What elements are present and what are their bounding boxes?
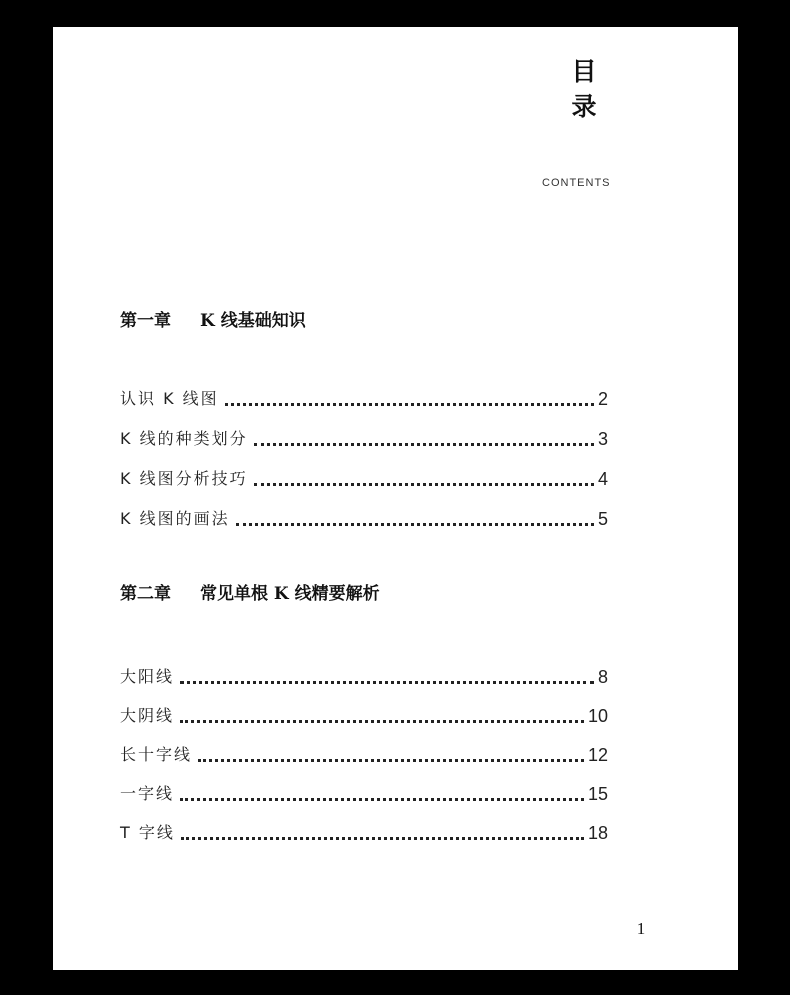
toc-entry[interactable] — [120, 425, 608, 449]
toc-entry-label: K 线图的画法 — [120, 509, 230, 528]
toc-entry[interactable] — [120, 819, 608, 843]
dot-leader — [180, 720, 584, 723]
toc-entry-label: 大阴线 — [120, 706, 175, 725]
toc-entry-page: 3 — [597, 429, 608, 449]
dot-leader — [225, 403, 594, 406]
dot-leader — [181, 837, 584, 840]
toc-entry-page: 15 — [587, 784, 608, 804]
toc-entry-label: 认识 K 线图 — [120, 389, 219, 408]
dot-leader — [254, 483, 594, 486]
toc-entry[interactable] — [120, 663, 608, 687]
chapter-title: 常见单根 K 线精要解析 — [200, 584, 380, 604]
toc-entry[interactable] — [120, 780, 608, 804]
toc-entry-label: T 字线 — [120, 823, 175, 842]
toc-entry-label: 长十字线 — [120, 745, 193, 764]
toc-entry-page: 10 — [587, 706, 608, 726]
toc-entry[interactable] — [120, 505, 608, 529]
chapter-number: 第二章 — [120, 584, 171, 604]
toc-entry-label: 大阳线 — [120, 667, 175, 686]
toc-subtitle: CONTENTS — [542, 177, 611, 189]
toc-entry-label: K 线的种类划分 — [120, 429, 248, 448]
chapter-heading-2 — [120, 583, 380, 605]
toc-entry[interactable] — [120, 741, 608, 765]
chapter-title: K 线基础知识 — [200, 311, 306, 331]
book-page — [53, 27, 738, 970]
toc-entry-page: 12 — [587, 745, 608, 765]
chapter-number: 第一章 — [120, 311, 171, 331]
dot-leader — [254, 443, 594, 446]
toc-entry[interactable] — [120, 465, 608, 489]
dot-leader — [236, 523, 594, 526]
dot-leader — [180, 798, 584, 801]
dot-leader — [180, 681, 594, 684]
toc-entry-label: K 线图分析技巧 — [120, 469, 248, 488]
toc-title-char-1: 目 — [571, 57, 597, 86]
toc-entry-label: 一字线 — [120, 784, 175, 803]
chapter-heading-1 — [120, 310, 306, 332]
page-number: 1 — [636, 919, 646, 938]
toc-entry-page: 8 — [597, 667, 608, 687]
toc-entry-page: 4 — [597, 469, 608, 489]
toc-entry[interactable] — [120, 702, 608, 726]
dot-leader — [198, 759, 584, 762]
toc-title-char-2: 录 — [571, 92, 597, 121]
toc-entry[interactable] — [120, 385, 608, 409]
toc-entry-page: 2 — [597, 389, 608, 409]
toc-entry-page: 18 — [587, 823, 608, 843]
toc-entry-page: 5 — [597, 509, 608, 529]
